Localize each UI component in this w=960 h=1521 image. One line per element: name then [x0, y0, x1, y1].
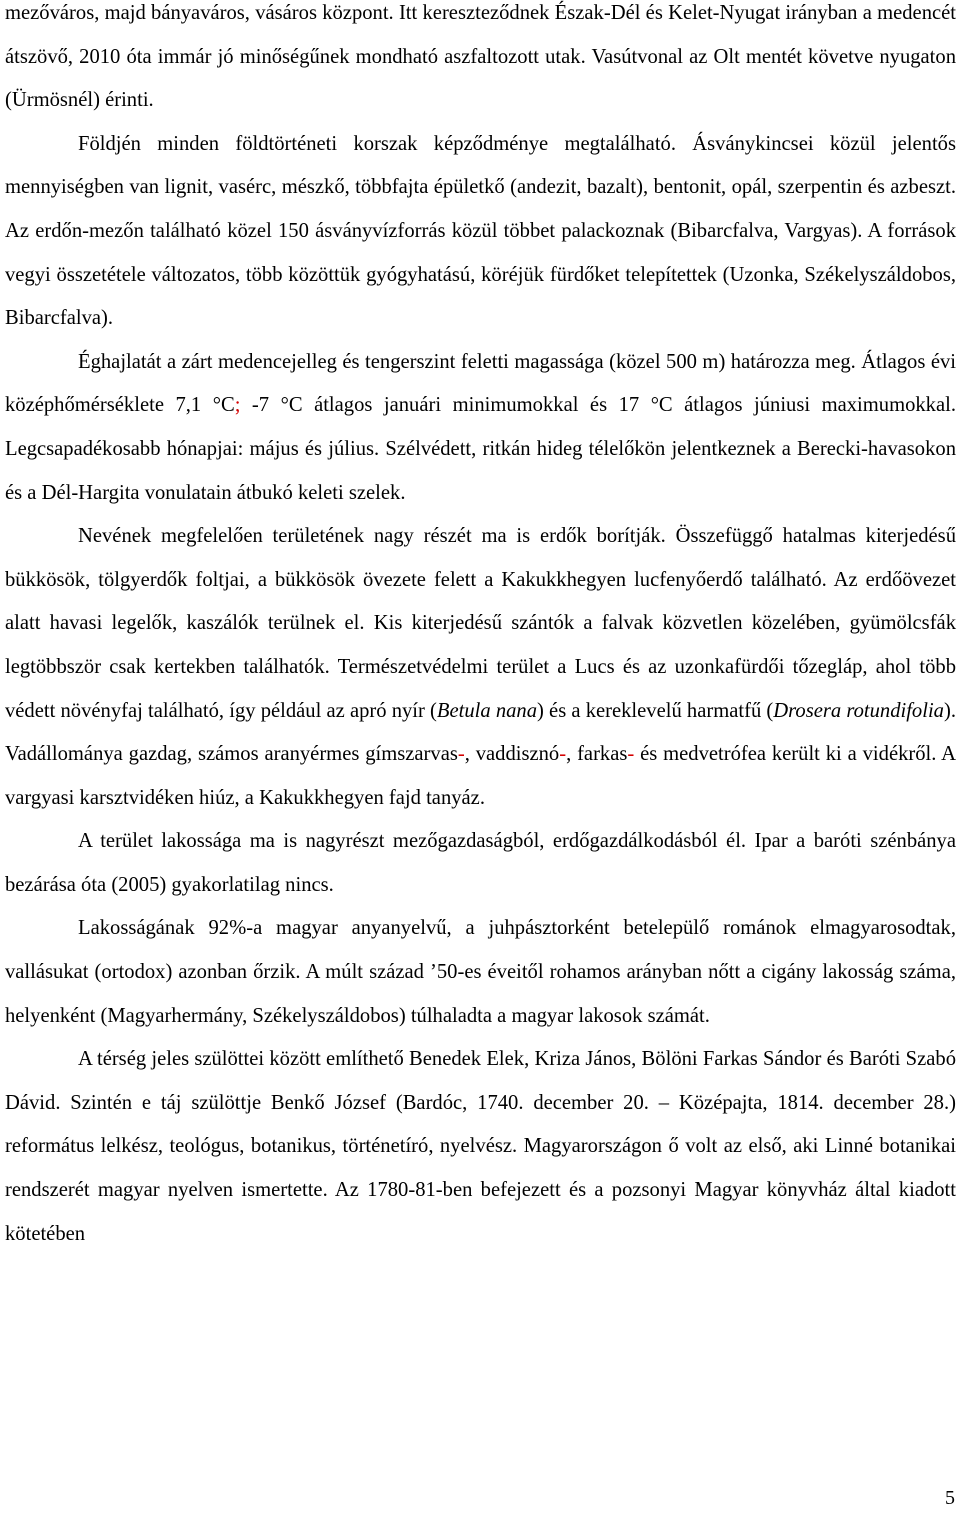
paragraph-6-text: Lakosságának 92%-a magyar anyanyelvű, a juhpásztorként betelepülő románok elmagyarosodtak, vallásukat (ortodox) azonban őrzik. A múlt század ’50-es éveitől rohamos arányban nőtt a cigány lakosság száma, helyenként (Magyarhermány, Székelyszáldobos) túlhaladta a magyar lakosok számát. [5, 917, 956, 1027]
paragraph-2-text: Földjén minden földtörténeti korszak képződménye megtalálható. Ásványkincsei közül jelentős mennyiségben van lignit, vasérc, mészkő, többfajta épületkő (andezit, bazalt), bentonit, opál, szerpentin és azbeszt. Az erdőn-mezőn található közel 150 ásványvízforrás közül többet palackoznak (Bibarcfalva, Vargyas). A források vegyi összetétele változatos, több közöttük gyógyhatású, köréjük fürdőket telepítettek (Uzonka, Székelyszáldobos, Bibarcfalva). [5, 132, 956, 330]
paragraph-7-text: A térség jeles szülöttei között említhető Benedek Elek, Kriza János, Bölöni Farkas Sándor és Baróti Szabó Dávid. Szintén e táj szülöttje Benkő József (Bardóc, 1740. december 20. – Középajta, 1814. december 28.) református lelkész, teológus, botanikus, történetíró, nyelvész. Magyarországon ő volt az első, aki Linné botanikai rendszerét magyar nyelven ismertette. Az 1780-81-ben befejezett és a pozsonyi Magyar könyvház által kiadott kötetében [5, 1048, 956, 1245]
paragraph-3-text-a: Éghajlatát a zárt medencejelleg és tengerszint feletti magassága (közel 500 m) határozza meg. Átlagos évi középhőmérséklete 7,1 °C [5, 350, 956, 417]
paragraph-5-text: A terület lakossága ma is nagyrészt mezőgazdaságból, erdőgazdálkodásból él. Ipar a baróti szénbánya bezárása óta (2005) gyakorlatilag nincs. [5, 830, 956, 896]
page-number: 5 [945, 1487, 955, 1509]
paragraph-4 [5, 515, 956, 820]
paragraph-4-text-g: , vaddisznó [464, 743, 560, 766]
paragraph-7 [5, 1038, 956, 1256]
paragraph-1-text: mezőváros, majd bányaváros, vásáros központ. Itt kereszteződnek Észak-Dél és Kelet-Nyugat irányban a medencét átszövő, 2010 óta immár jó minőségűnek mondható aszfaltozott utak. Vasútvonal az Olt mentét követve nyugaton (Ürmösnél) érinti. [5, 2, 956, 112]
red-hyphen-2: - [559, 743, 567, 766]
paragraph-4-text-e: ). Vadállománya gazdag, számos aranyérmes gímszarvas [5, 699, 956, 766]
paragraph-3-text-c: -7 °C átlagos januári minimumokkal és 17 °C átlagos júniusi maximumokkal. Legcsapadékosabb hónapjai: május és július. Szélvédett, ritkán hideg télelőkön jelentkeznek a Berecki-havasokon és a Dél-Hargita vonulatain átbukó keleti szelek. [5, 394, 956, 504]
paragraph-1 [5, 0, 956, 123]
red-hyphen-1: - [457, 743, 465, 766]
paragraph-5 [5, 820, 956, 907]
paragraph-4-text-i: , farkas [566, 743, 628, 766]
latin-name-drosera: Drosera rotundifolia [773, 699, 944, 722]
red-semicolon: ; [234, 394, 241, 417]
latin-name-betula: Betula nana [436, 699, 538, 722]
red-hyphen-3: - [627, 743, 635, 766]
paragraph-4-text-k: és medvetrófea került ki a vidékről. A vargyasi karsztvidéken hiúz, a Kakukkhegyen fajd tanyáz. [5, 743, 956, 809]
paragraph-3 [5, 341, 956, 515]
document-body [5, 0, 956, 1256]
paragraph-2 [5, 123, 956, 341]
paragraph-4-text-c: ) és a kereklevelű harmatfű ( [537, 699, 774, 722]
paragraph-6 [5, 907, 956, 1038]
paragraph-4-text-a: Nevének megfelelően területének nagy részét ma is erdők borítják. Összefüggő hatalmas kiterjedésű bükkösök, tölgyerdők foltjai, a bükkösök övezete felett a Kakukkhegyen lucfenyőerdő található. Az erdőövezet alatt havasi legelők, kaszálók terülnek el. Kis kiterjedésű szántók a falvak közvetlen közelében, gyümölcsfák legtöbbször csak kertekben találhatók. Természetvédelmi terület a Lucs és az uzonkafürdői tőzegláp, ahol több védett növényfaj található, így például az apró nyír ( [5, 525, 956, 722]
